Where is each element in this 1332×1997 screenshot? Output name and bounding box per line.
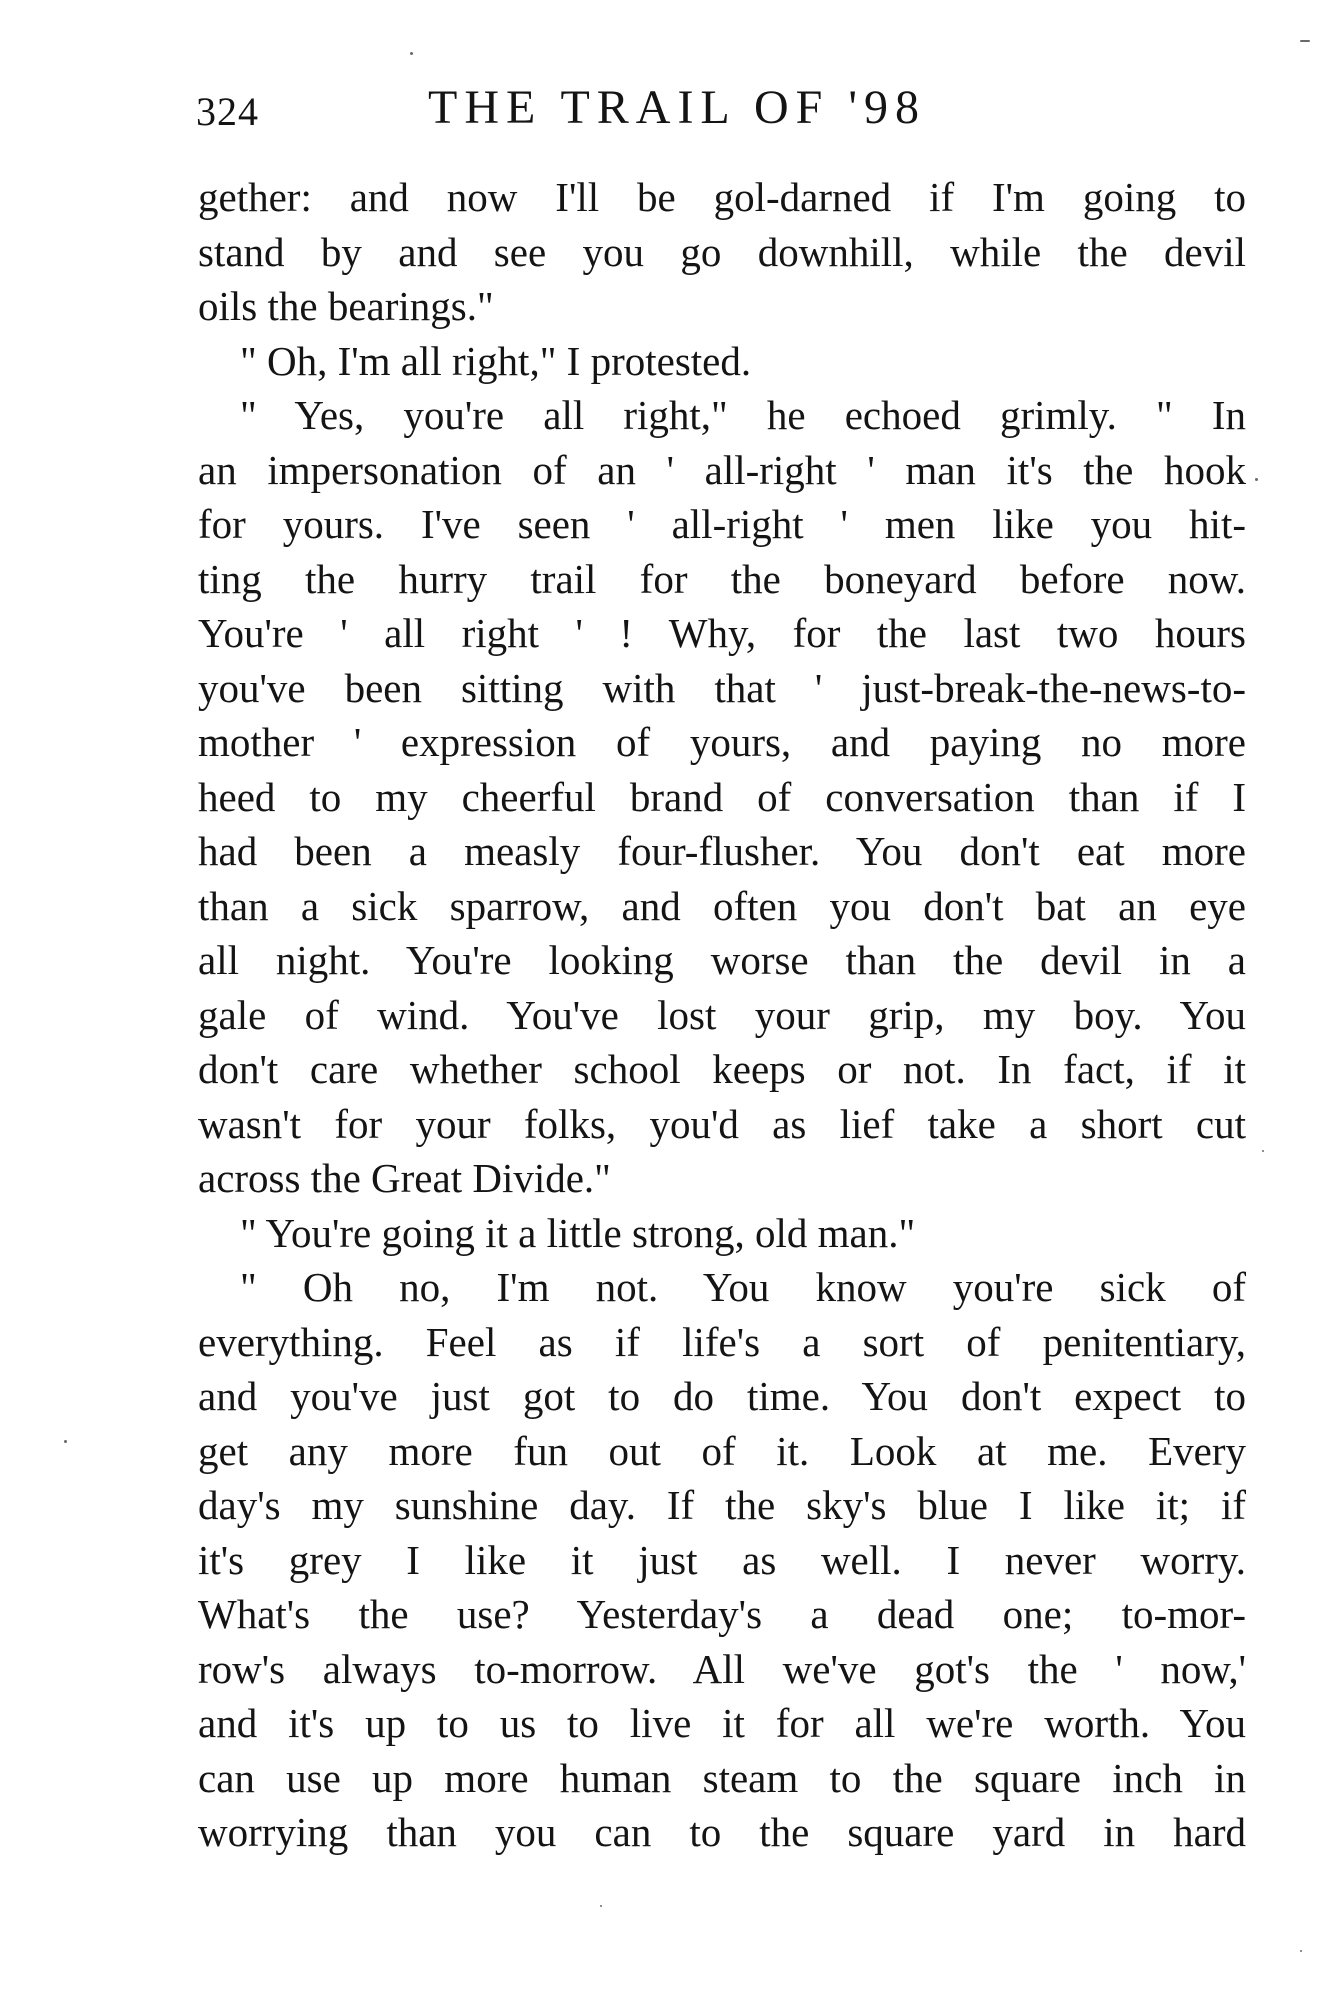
text-line: don't care whether school keeps or not. In fact, if it (198, 1046, 1246, 1092)
text-line: than a sick sparrow, and often you don't bat an eye (198, 882, 1246, 929)
text-line: You're ' all right ' ! Why, for the last two hours (198, 610, 1246, 656)
text-line: you've been sitting with that ' just-break-the-news-to- (198, 664, 1246, 711)
text-line: worrying than you can to the square yard in hard (198, 1809, 1246, 1855)
scan-speck (600, 1905, 602, 1907)
scan-speck (1255, 478, 1258, 481)
text-line: for yours. I've seen ' all-right ' men like you hit- (198, 501, 1246, 547)
scan-speck (1300, 40, 1310, 42)
text-line: it's grey I like it just as well. I never worry. (198, 1536, 1246, 1583)
text-line: heed to my cheerful brand of conversation than if I (198, 773, 1246, 820)
text-line: had been a measly four-flusher. You don't eat more (198, 828, 1246, 874)
scan-speck (1262, 1150, 1264, 1152)
text-line: everything. Feel as if life's a sort of penitentiary, (198, 1318, 1246, 1365)
text-line: get any more fun out of it. Look at me. Every (198, 1427, 1246, 1474)
text-line: gale of wind. You've lost your grip, my boy. You (198, 991, 1246, 1038)
running-title: THE TRAIL OF '98 (428, 81, 926, 134)
text-line: " You're going it a little strong, old man." (240, 1209, 916, 1256)
text-line: an impersonation of an ' all-right ' man it's the hook (198, 446, 1246, 493)
text-line: day's my sunshine day. If the sky's blue I like it; if (198, 1482, 1246, 1528)
page-header (196, 80, 1246, 140)
text-line: can use up more human steam to the square inch in (198, 1754, 1246, 1801)
scan-speck (410, 52, 413, 55)
text-line: wasn't for your folks, you'd as lief take a short cut (198, 1100, 1246, 1147)
text-line: ting the hurry trail for the boneyard before now. (198, 555, 1246, 602)
text-line: across the Great Divide." (198, 1155, 611, 1201)
scan-speck (64, 1440, 67, 1443)
text-line: stand by and see you go downhill, while the devil (198, 228, 1246, 275)
text-line: gether: and now I'll be gol-darned if I'm going to (198, 174, 1246, 220)
text-line: oils the bearings." (198, 283, 494, 329)
text-line: " Oh, I'm all right," I protested. (240, 337, 752, 384)
text-line: mother ' expression of yours, and paying no more (198, 719, 1246, 765)
text-line: all night. You're looking worse than the devil in a (198, 937, 1246, 983)
text-line: What's the use? Yesterday's a dead one; to-mor- (198, 1591, 1246, 1637)
text-line: row's always to-morrow. All we've got's the ' now,' (198, 1645, 1246, 1692)
text-line: " Yes, you're all right," he echoed grimly. " In (240, 392, 1246, 438)
text-line: and it's up to us to live it for all we're worth. You (198, 1700, 1246, 1746)
body-text (198, 170, 1246, 1860)
page-number: 324 (196, 89, 259, 134)
text-line: and you've just got to do time. You don't expect to (198, 1373, 1246, 1419)
scan-speck (1300, 1950, 1302, 1952)
text-line: " Oh no, I'm not. You know you're sick of (240, 1264, 1246, 1310)
